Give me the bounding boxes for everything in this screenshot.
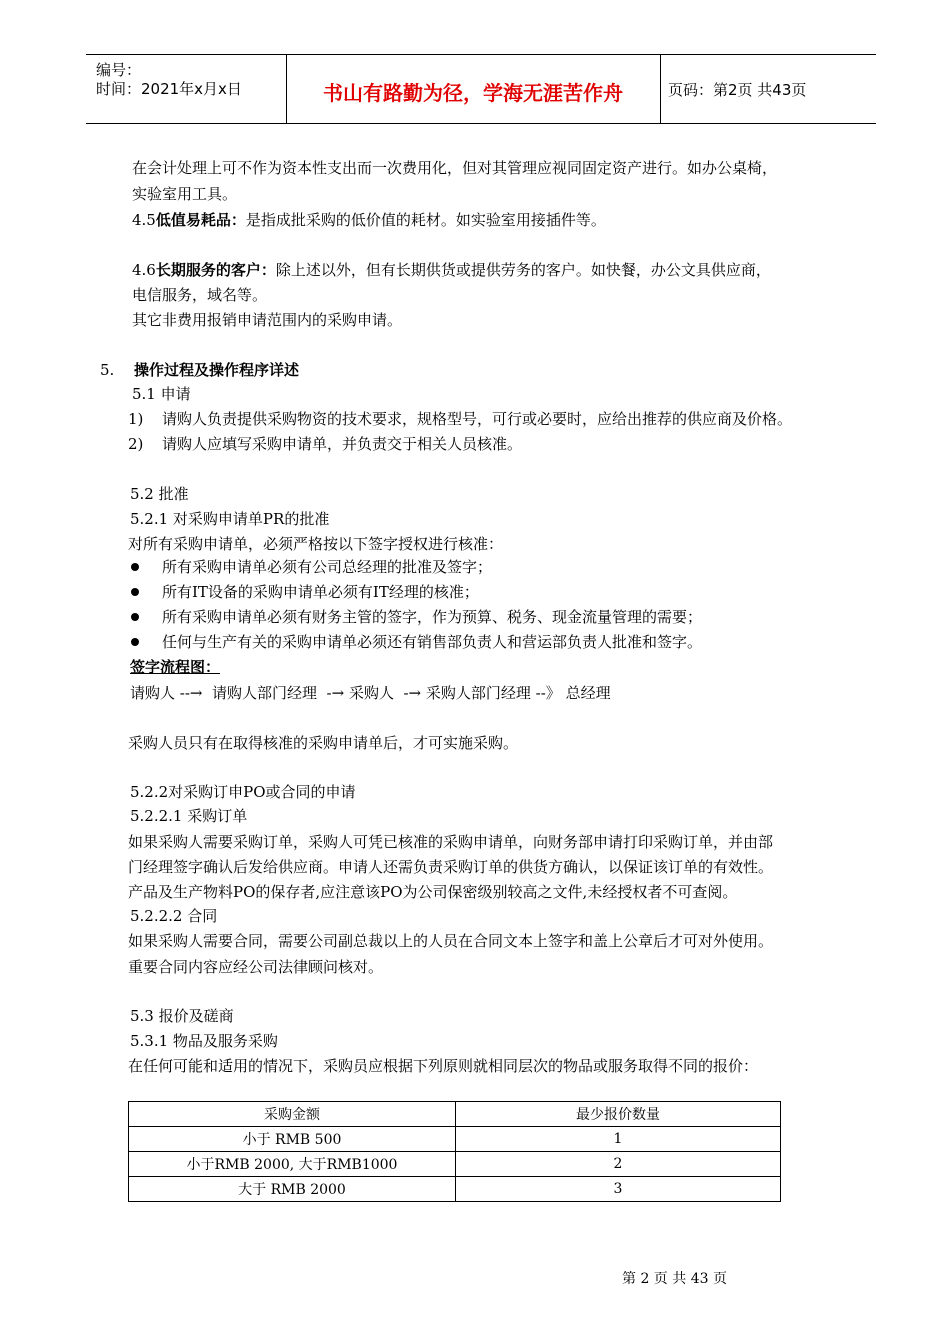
para-line: 如果采购人需要合同，需要公司副总裁以上的人员在合同文本上签字和盖上公章后才可对外使用。: [128, 932, 774, 950]
table-row: [129, 1127, 781, 1152]
para-line: 实验室用工具。: [132, 185, 238, 203]
page-header: [86, 54, 876, 124]
para-line: 重要合同内容应经公司法律顾问核对。: [128, 958, 384, 976]
bullet-item: 所有采购申请单必须有财务主管的签字，作为预算、税务、现金流量管理的需要；: [162, 608, 703, 626]
item-term: 低值易耗品：: [155, 211, 246, 229]
subsection-title: 5.2.2.2 合同: [130, 907, 218, 925]
signature-flow: 请购人 --→ 请购人部门经理 -→ 采购人 -→ 采购人部门经理 --》 总经理: [130, 684, 611, 702]
para-line: 门经理签字确认后发给供应商。申请人还需负责采购订单的供货方确认，以保证该订单的有效性。: [128, 858, 774, 876]
list-item: 请购人负责提供采购物资的技术要求，规格型号，可行或必要时，应给出推荐的供应商及价格。: [162, 410, 793, 428]
section-number: 5.: [100, 361, 115, 379]
table-row: [129, 1177, 781, 1202]
subsection-title: 5.3 报价及磋商: [130, 1007, 234, 1025]
section-title: 操作过程及操作程序详述: [134, 361, 300, 379]
motto: 书山有路勤为径，学海无涯苦作舟: [323, 81, 623, 105]
table-cell: 3: [456, 1177, 781, 1202]
para-line: 采购人员只有在取得核准的采购申请单后，才可实施采购。: [128, 734, 519, 752]
bullet-item: 所有采购申请单必须有公司总经理的批准及签字；: [162, 558, 493, 576]
bullet-icon: [131, 563, 139, 571]
item-number: 4.6: [132, 261, 156, 279]
table-cell: 2: [456, 1152, 781, 1177]
item-number: 4.5: [132, 211, 156, 229]
quote-table: [128, 1101, 781, 1202]
bullet-icon: [131, 613, 139, 621]
flow-title: 签字流程图：: [130, 658, 221, 676]
subsection-title: 5.1 申请: [132, 385, 191, 403]
para-line: 其它非费用报销申请范围内的采购申请。: [132, 311, 403, 329]
subsection-title: 5.2.2.1 采购订单: [130, 807, 248, 825]
bullet-item: 所有IT设备的采购申请单必须有IT经理的核准；: [162, 583, 479, 601]
table-header: 采购金额: [129, 1102, 456, 1127]
page-number-label: 页码：第2页 共43页: [668, 81, 807, 99]
time-label: 时间：2021年x月x日: [96, 80, 242, 98]
table-header: 最少报价数量: [456, 1102, 781, 1127]
table-cell: 小于RMB 2000, 大于RMB1000: [129, 1152, 456, 1177]
table-cell: 1: [456, 1127, 781, 1152]
table-row: [129, 1152, 781, 1177]
subsection-title: 5.3.1 物品及服务采购: [130, 1032, 278, 1050]
page-footer: 第 2 页 共 43 页: [622, 1271, 727, 1287]
bullet-icon: [131, 588, 139, 596]
subsection-title: 5.2.1 对采购申请单PR的批准: [130, 510, 330, 528]
item-4-5: [132, 210, 606, 230]
bullet-icon: [131, 638, 139, 646]
table-cell: 大于 RMB 2000: [129, 1177, 456, 1202]
para-line: 在任何可能和适用的情况下，采购员应根据下列原则就相同层次的物品或服务取得不同的报价：: [128, 1057, 759, 1075]
table-cell: 小于 RMB 500: [129, 1127, 456, 1152]
table-header-row: [129, 1102, 781, 1127]
number-label: 编号：: [96, 61, 142, 79]
item-text: 是指成批采购的低价值的耗材。如实验室用接插件等。: [245, 211, 606, 229]
para-line: 产品及生产物料PO的保存者,应注意该PO为公司保密级别较高之文件,未经授权者不可查阅。: [128, 883, 738, 901]
subsection-title: 5.2.2对采购订申PO或合同的申请: [130, 783, 356, 801]
bullet-item: 任何与生产有关的采购申请单必须还有销售部负责人和营运部负责人批准和签字。: [162, 633, 703, 651]
list-item: 请购人应填写采购申请单，并负责交于相关人员核准。: [162, 435, 523, 453]
para-line: 对所有采购申请单，必须严格按以下签字授权进行核准：: [128, 535, 504, 553]
header-info-cell: [86, 55, 287, 123]
subsection-title: 5.2 批准: [130, 485, 189, 503]
para-line: 电信服务，域名等。: [132, 286, 268, 304]
item-term: 长期服务的客户：: [155, 261, 276, 279]
item-4-6: [132, 260, 771, 280]
list-number: 2): [128, 435, 144, 453]
item-text: 除上述以外，但有长期供货或提供劳务的客户。如快餐，办公文具供应商，: [275, 261, 771, 279]
list-number: 1): [128, 410, 144, 428]
header-motto-cell: [286, 55, 661, 123]
para-line: 在会计处理上可不作为资本性支出而一次费用化，但对其管理应视同固定资产进行。如办公桌椅，: [132, 159, 778, 177]
para-line: 如果采购人需要采购订单，采购人可凭已核准的采购申请单，向财务部申请打印采购订单，并由部: [128, 833, 774, 851]
